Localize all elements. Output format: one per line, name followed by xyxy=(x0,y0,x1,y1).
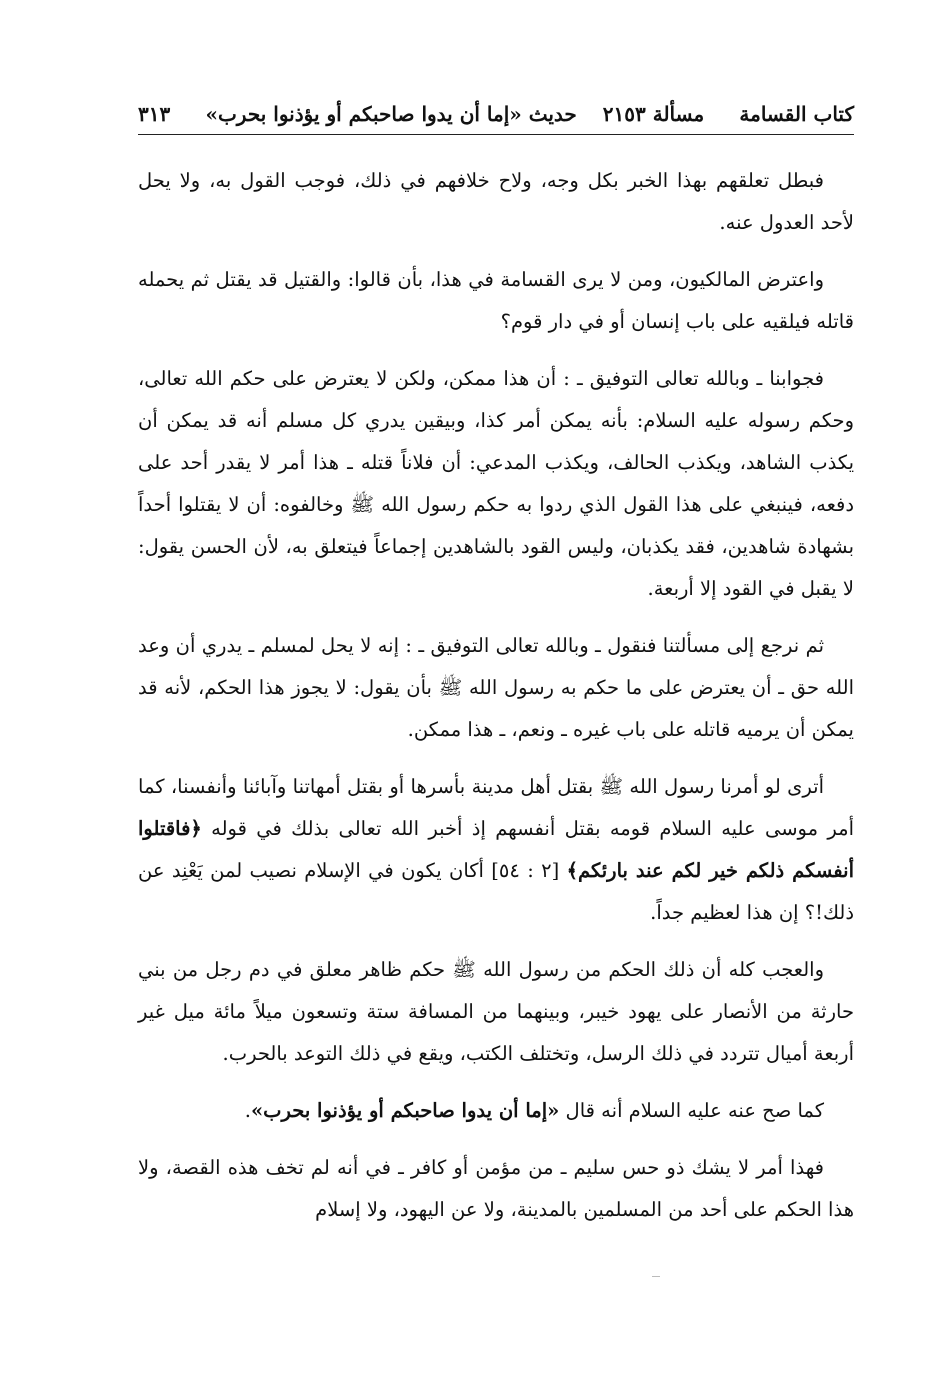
paragraph xyxy=(138,766,854,934)
scan-mark xyxy=(652,1276,660,1277)
hadith-quote: «إما أن يدوا صاحبكم أو يؤذنوا بحرب» xyxy=(250,1099,560,1122)
paragraph-text: . xyxy=(244,1099,251,1122)
running-header xyxy=(138,96,854,132)
paragraph: فجوابنا ـ وبالله تعالى التوفيق ـ : أن هذا ممكن، ولكن لا يعترض على حكم الله تعالى، وحكم رسوله عليه السلام: بأنه يمكن أمر كذا، وبيقين يدري كل مسلم أنه قد يمكن أن يكذب الشاهد، ويكذب الحالف، ويكذب المدعي: أن فلاناً قتله ـ هذا أمر لا يقدر أحد على دفعه، فينبغي على هذا القول الذي ردوا به حكم رسول الله ﷺ وخالفوه: أن لا يقتلوا أحداً بشهادة شاهدين، فقد يكذبان، وليس القود بالشاهدين إجماعاً فيتعلق به، لأن الحسن يقول: لا يقبل في القود إلا أربعة. xyxy=(138,367,854,600)
paragraph: ثم نرجع إلى مسألتنا فنقول ـ وبالله تعالى التوفيق ـ : إنه لا يحل لمسلم ـ يدري أن وعد الله حق ـ أن يعترض على ما حكم به رسول الله ﷺ بأن يقول: لا يجوز هذا الحكم، لأنه قد يمكن أن يرميه قاتله على باب غيره ـ ونعم، ـ هذا ممكن. xyxy=(138,634,854,741)
paragraph-text: كما صح عنه عليه السلام أنه قال xyxy=(559,1099,824,1122)
paragraph xyxy=(138,1090,854,1132)
header-center xyxy=(205,102,704,126)
hadith-title: حديث «إما أن يدوا صاحبكم أو يؤذنوا بحرب» xyxy=(205,102,577,126)
book-title: كتاب القسامة xyxy=(739,102,854,126)
page-number: ٣١٣ xyxy=(138,102,171,126)
quran-quote: ﴿فاقتلوا أنفسكم ذلكم خير لكم عند بارئكم﴾ xyxy=(138,817,854,882)
paragraph-text: أترى لو أمرنا رسول الله ﷺ بقتل أهل مدينة بأسرها أو بقتل أمهاتنا وآبائنا وأنفسنا، كما أمر موسى عليه السلام قومه بقتل أنفسهم إذ أخبر الله تعالى بذلك في قوله xyxy=(138,775,854,840)
header-divider xyxy=(138,134,854,135)
paragraph: فهذا أمر لا يشك ذو حس سليم ـ من مؤمن أو كافر ـ في أنه لم تخف هذه القصة، ولا هذا الحكم على أحد من المسلمين بالمدينة، ولا عن اليهود، ولا إسلام xyxy=(138,1156,854,1221)
issue-number: مسألة ٢١٥٣ xyxy=(602,102,705,126)
paragraph: والعجب كله أن ذلك الحكم من رسول الله ﷺ حكم ظاهر معلق في دم رجل من بني حارثة من الأنصار على يهود خيبر، وبينهما من المسافة ستة وتسعون ميلاً مائة ميل غير أربعة أميال تتردد في ذلك الرسل، وتختلف الكتب، ويقع في ذلك التوعد بالحرب. xyxy=(138,958,854,1065)
paragraph-text: [٢ : ٥٤] أكان يكون في الإسلام نصيب لمن يَعْنِد عن ذلك!؟ إن هذا لعظيم جداً. xyxy=(138,859,854,924)
paragraph: فبطل تعلقهم بهذا الخبر بكل وجه، ولاح خلافهم في ذلك، فوجب القول به، ولا يحل لأحد العدول عنه. xyxy=(138,169,854,234)
paragraph: واعترض المالكيون، ومن لا يرى القسامة في هذا، بأن قالوا: والقتيل قد يقتل ثم يحمله قاتله فيلقيه على باب إنسان أو في دار قوم؟ xyxy=(138,268,854,333)
body-text xyxy=(138,160,854,1246)
